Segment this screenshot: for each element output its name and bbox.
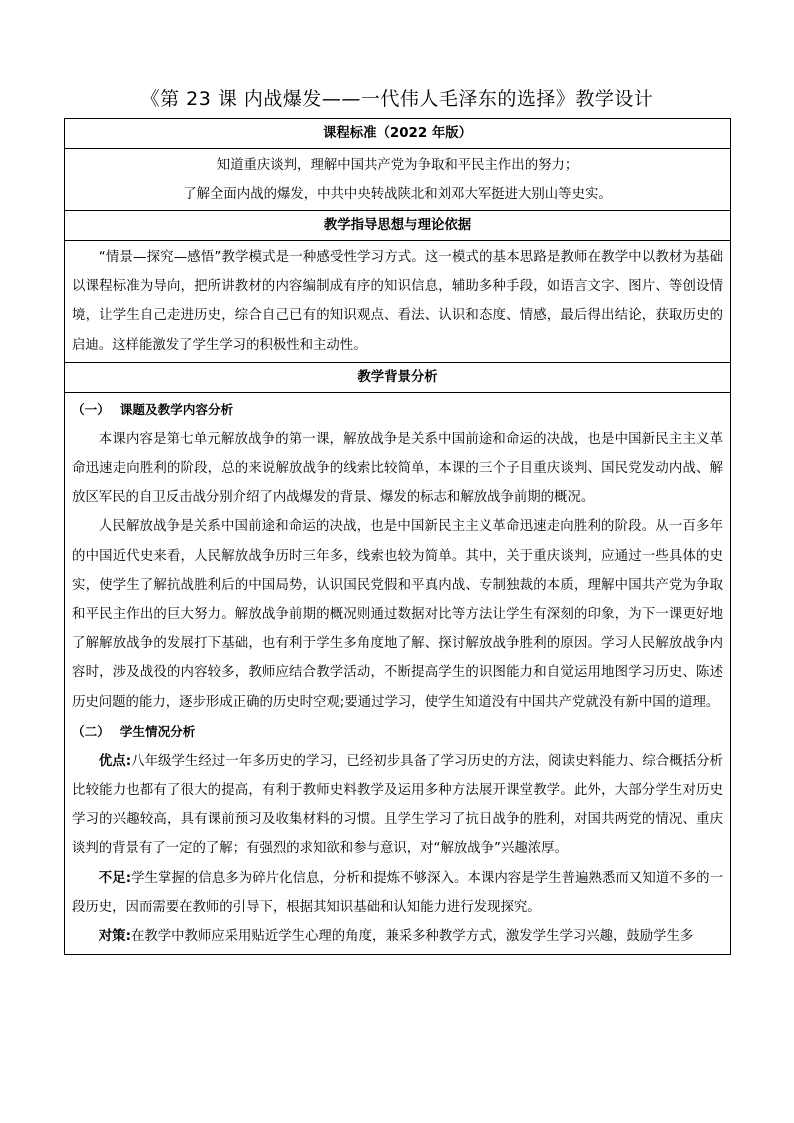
weaknesses-text: 学生掌握的信息多为碎片化信息，分析和提炼不够深入。本课内容是学生普遍熟悉而又知道不多的一段历史，因而需要在教师的引导下，根据其知识基础和认知能力进行发现探究。: [72, 870, 723, 915]
curriculum-heading-row: [65, 119, 731, 149]
document-title: 《第 23 课 内战爆发——一代伟人毛泽东的选择》教学设计: [140, 88, 654, 110]
curriculum-line: 了解全面内战的爆发，中共中央转战陕北和刘邓大军挺进大别山等史实。: [183, 187, 612, 202]
subsection-title: 课题及教学内容分析: [119, 401, 234, 417]
strategy-label: 对策:: [98, 929, 131, 945]
strategy-text: 在教学中教师应采用贴近学生心理的角度，兼采多种教学方式，激发学生学习兴趣，鼓励学生多: [130, 929, 694, 945]
curriculum-heading: 课程标准（2022 年版）: [65, 119, 731, 149]
curriculum-content: [65, 149, 731, 211]
background-heading-row: [65, 362, 731, 392]
guidance-content-row: [65, 241, 731, 363]
curriculum-content-row: [65, 149, 731, 211]
curriculum-line: 知道重庆谈判，理解中国共产党为争取和平民主作出的努力；: [216, 158, 579, 173]
strengths-label: 优点:: [98, 753, 132, 769]
guidance-paragraph: “情景—探究—感悟”教学模式是一种感受性学习方式。这一模式的基本思路是教师在教学中以教材为基础以课程标准为导向，把所讲教材的内容编制成有序的知识信息，辅助多种手段，如语言文字、图片、等创设情境，让学生自己走进历史，综合自己已有的知识观点、看法、认识和态度、情感，最后得出结论，获取历史的启迪。这样能激发了学生学习的积极性和主动性。: [72, 250, 723, 353]
weaknesses-label: 不足:: [98, 870, 132, 886]
strengths-text: 八年级学生经过一年多历史的学习，已经初步具备了学习历史的方法，阅读史料能力、综合概括分析比较能力也都有了很大的提高，有利于教师史料教学及运用多种方法展开课堂教学。此外，大部分学生对历史学习的兴趣较高，具有课前预习及收集材料的习惯。且学生学习了抗日战争的胜利，对国共两党的情况、重庆谈判的背景有了一定的了解；有强烈的求知欲和参与意识，对“解放战争”兴趣浓厚。: [72, 753, 723, 857]
strategy-paragraph: [72, 922, 723, 951]
subsection-title: 学生情况分析: [119, 723, 196, 739]
subsection-number: （一）: [72, 401, 110, 417]
background-content-row: [65, 392, 731, 954]
content-analysis-paragraph: 人民解放战争是关系中国前途和命运的决战，也是中国新民主主义革命迅速走向胜利的阶段。从一百多年的中国近代史来看，人民解放战争历时三年多，线索也较为简单。其中，关于重庆谈判，应通过一些具体的史实，使学生了解抗战胜利后的中国局势，认识国民党假和平真内战、专制独裁的本质，理解中国共产党为争取和平民主作出的巨大努力。解放战争前期的概况则通过数据对比等方法让学生有深刻的印象，为下一课更好地了解解放战争的发展打下基础，也有利于学生多角度地了解、探讨解放战争胜利的原因。学习人民解放战争内容时，涉及战役的内容较多，教师应结合教学活动，不断提高学生的识图能力和自觉运用地图学习历史、陈述历史问题的能力，逐步形成正确的历史时空观;要通过学习，使学生知道没有中国共产党就没有新中国的道理。: [72, 519, 723, 710]
guidance-heading-row: [65, 211, 731, 241]
strengths-paragraph: [72, 747, 723, 864]
subsection-heading-students: [72, 717, 723, 747]
subsection-number: （二）: [72, 723, 110, 739]
background-content: [65, 392, 731, 954]
background-heading: 教学背景分析: [65, 362, 731, 392]
subsection-heading-content: [72, 395, 723, 425]
weaknesses-paragraph: [72, 864, 723, 922]
lesson-plan-table: [64, 118, 731, 955]
guidance-content: [65, 241, 731, 363]
content-analysis-paragraph: 本课内容是第七单元解放战争的第一课，解放战争是关系中国前途和命运的决战，也是中国新民主主义革命迅速走向胜利的阶段，总的来说解放战争的线索比较简单，本课的三个子目重庆谈判、国民党发动内战、解放区军民的自卫反击战分别介绍了内战爆发的背景、爆发的标志和解放战争前期的概况。: [72, 431, 723, 506]
strategy-clip: [72, 922, 723, 952]
guidance-heading: 教学指导思想与理论依据: [65, 211, 731, 241]
